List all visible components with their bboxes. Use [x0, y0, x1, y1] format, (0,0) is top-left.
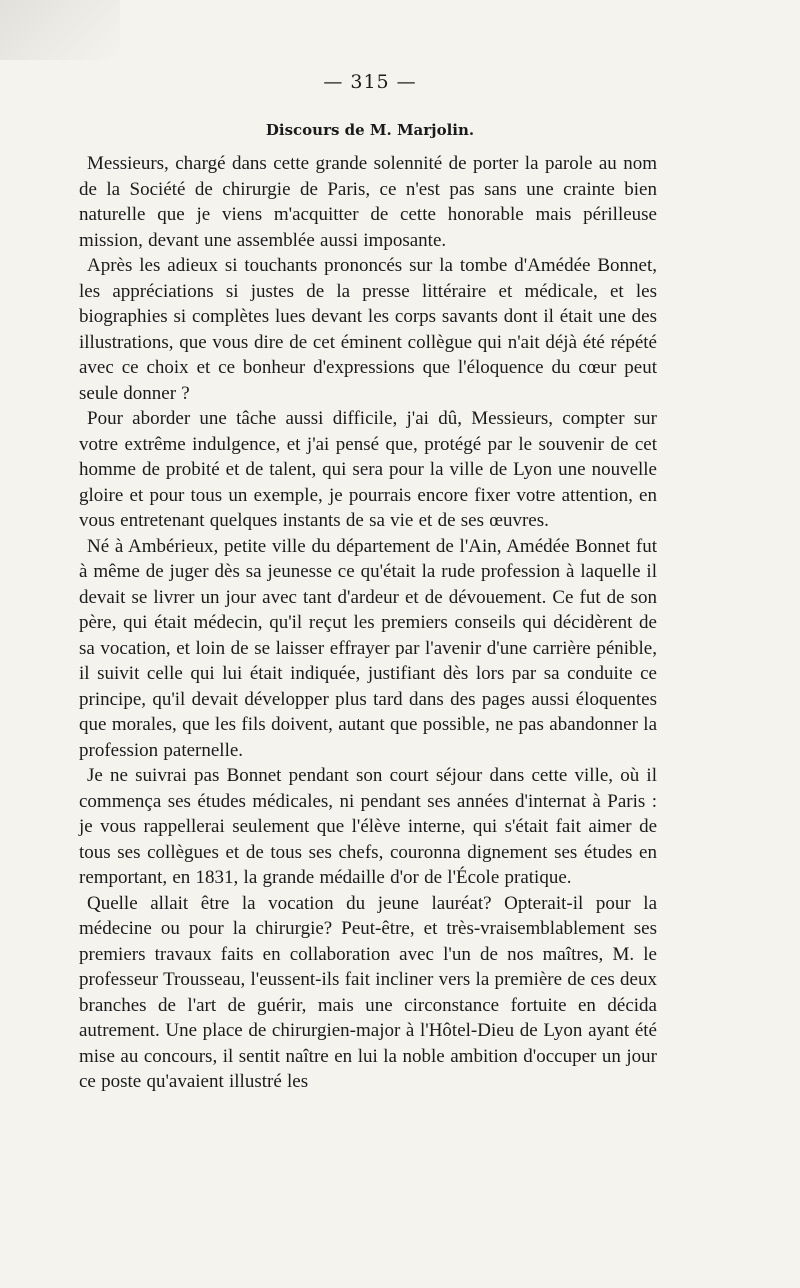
paragraph: Après les adieux si touchants prononcés sur la tombe d'Amédée Bonnet, les appréciations si justes de la presse littéraire et médicale, et les biographies si complètes lues devant les corps savants dont il était une des illustrations, que vous dire de cet éminent collègue qui n'ait déjà été répété avec ce choix et ce bonheur d'expressions que l'éloquence du cœur peut seule donner ?	[79, 255, 657, 404]
paragraph: Né à Ambérieux, petite ville du département de l'Ain, Amédée Bonnet fut à même de juger dès sa jeunesse ce qu'était la rude profession à laquelle il devait se livrer un jour avec tant d'ardeur et de dévouement. Ce fut de son père, qui était médecin, qu'il reçut les premiers conseils qui décidèrent de sa vocation, et loin de se laisser effrayer par l'avenir d'une carrière pénible, il suivit celle qui lui était indiquée, justifiant dès lors par sa conduite ce principe, qu'il devait développer plus tard dans des pages aussi éloquentes que morales, que les fils doivent, autant que possible, ne pas abandonner la profession paternelle.	[79, 535, 657, 761]
page-number: — 315 —	[323, 71, 417, 93]
section-heading: Discours de M. Marjolin.	[265, 121, 475, 139]
paragraph: Pour aborder une tâche aussi difficile, j'ai dû, Messieurs, compter sur votre extrême indulgence, et j'ai pensé que, protégé par le souvenir de cet homme de probité et de talent, qui sera pour la ville de Lyon une nouvelle gloire et pour tous un exemple, je pourrais encore fixer votre attention, en vous entretenant quelques instants de sa vie et de ses œuvres.	[79, 408, 657, 531]
paragraph: Messieurs, chargé dans cette grande solennité de porter la parole au nom de la Société de chirurgie de Paris, ce n'est pas sans une crainte bien naturelle que je viens m'acquitter de cette honorable mais périlleuse mission, devant une assemblée aussi imposante.	[79, 153, 657, 251]
body-text	[79, 151, 657, 1095]
paragraph: Je ne suivrai pas Bonnet pendant son court séjour dans cette ville, où il commença ses études médicales, ni pendant ses années d'internat à Paris : je vous rappellerai seulement que l'élève interne, qui s'était fait aimer de tous ses collègues et de tous ses chefs, couronna dignement ses études en remportant, en 1831, la grande médaille d'or de l'École pratique.	[79, 765, 657, 888]
paragraph: Quelle allait être la vocation du jeune lauréat? Opterait-il pour la médecine ou pour la chirurgie? Peut-être, et très-vraisemblablement ses premiers travaux faits en collaboration avec l'un de nos maîtres, M. le professeur Trousseau, l'eussent-ils fait incliner vers la première de ces deux branches de l'art de guérir, mais une circonstance fortuite en décida autrement. Une place de chirurgien-major à l'Hôtel-Dieu de Lyon ayant été mise au concours, il sentit naître en lui la noble ambition d'occuper un jour ce poste qu'avaient illustré les	[79, 892, 657, 1092]
